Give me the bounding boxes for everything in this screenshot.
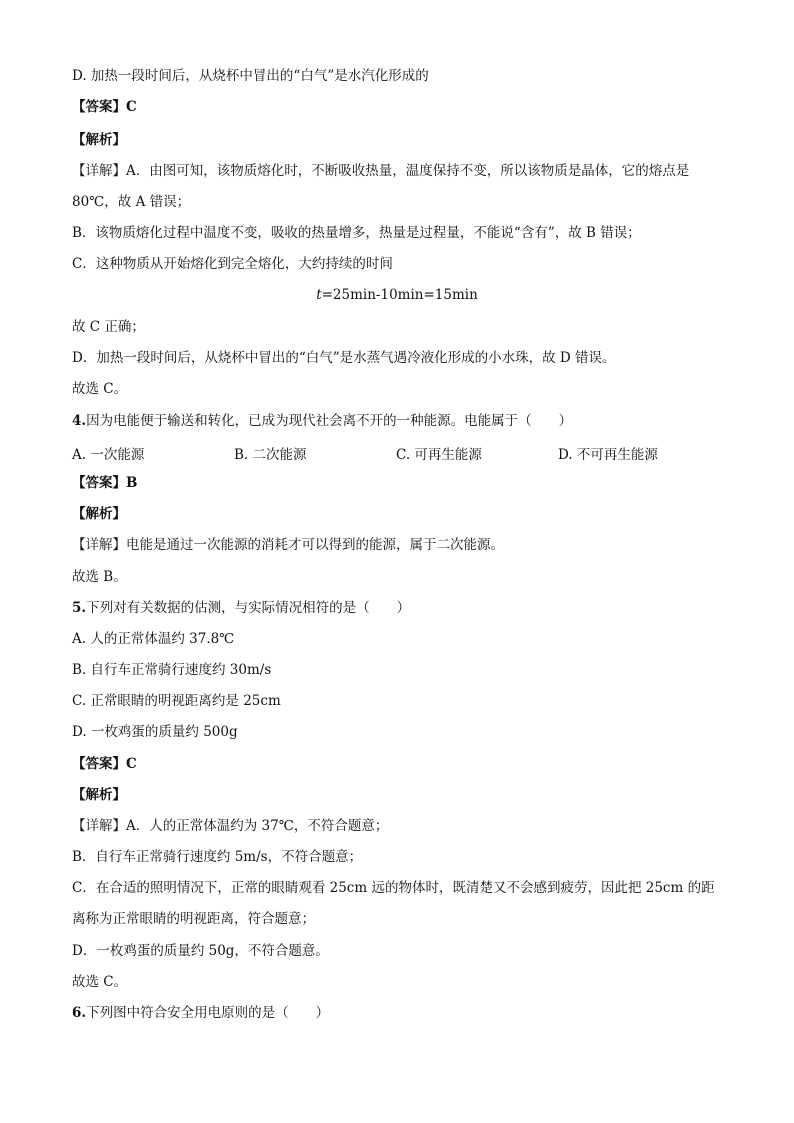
- q5-question: [72, 599, 410, 617]
- answer-label: 【答案】: [72, 756, 126, 772]
- q6-question: [72, 1004, 329, 1022]
- q4-analysis-label: 【解析】: [72, 506, 126, 522]
- q4-choose: 故选 B。: [72, 569, 127, 585]
- q5-detail-c: C．在合适的照明情况下，正常的眼睛观看 25cm 远的物体时，既清楚又不会感到疲劳，因此把 25cm 的距离称为正常眼睛的明视距离，符合题意；: [72, 880, 715, 927]
- question-number: 5.: [72, 600, 87, 616]
- q4-option-b: B. 二次能源: [234, 447, 307, 463]
- q4-answer: [72, 474, 137, 492]
- q4-question: [72, 412, 572, 430]
- q5-detail-b: B．自行车正常骑行速度约 5m/s，不符合题意；: [72, 849, 363, 865]
- q3-detail-c: C．这种物质从开始熔化到完全熔化，大约持续的时间: [72, 256, 393, 272]
- q5-detail-a: 【详解】A．人的正常体温约为 37℃，不符合题意；: [72, 818, 389, 834]
- q3-option-d: D. 加热一段时间后，从烧杯中冒出的“白气”是水汽化形成的: [72, 68, 429, 84]
- q3-formula: [0, 287, 794, 303]
- q3-detail-a-line1: 【详解】A．由图可知，该物质熔化时，不断吸收热量，温度保持不变，所以该物质是晶体，它的熔点是: [72, 163, 690, 179]
- q3-detail-b: B．该物质熔化过程中温度不变，吸收的热量增多，热量是过程量，不能说“含有”，故 B 错误；: [72, 225, 641, 241]
- question-text: 因为电能便于输送和转化，已成为现代社会离不开的一种能源。电能属于（ ）: [86, 413, 573, 429]
- q3-c-correct: 故 C 正确；: [72, 319, 145, 335]
- answer-value: C: [126, 756, 137, 772]
- q5-option-d: D. 一枚鸡蛋的质量约 500g: [72, 724, 238, 740]
- q3-choose: 故选 C。: [72, 381, 128, 397]
- question-number: 6.: [72, 1005, 87, 1021]
- question-text: 下列图中符合安全用电原则的是（ ）: [86, 1005, 330, 1021]
- question-number: 4.: [72, 413, 87, 429]
- answer-label: 【答案】: [72, 99, 126, 115]
- q5-answer: [72, 755, 137, 773]
- formula-expression: =25min-10min=15min: [321, 287, 478, 303]
- q3-detail-a-line2: 80℃，故 A 错误；: [72, 194, 191, 210]
- question-text: 下列对有关数据的估测，与实际情况相符的是（ ）: [86, 600, 411, 616]
- q5-choose: 故选 C。: [72, 974, 128, 990]
- q5-option-c: C. 正常眼睛的明视距离约是 25cm: [72, 693, 281, 709]
- answer-value: B: [126, 475, 138, 491]
- q4-option-d: D. 不可再生能源: [558, 447, 658, 463]
- q4-option-c: C. 可再生能源: [396, 447, 482, 463]
- answer-label: 【答案】: [72, 475, 126, 491]
- q3-detail-d: D．加热一段时间后，从烧杯中冒出的“白气”是水蒸气遇冷液化形成的小水珠，故 D 错误。: [72, 350, 616, 366]
- q5-option-a: A. 人的正常体温约 37.8℃: [72, 631, 235, 647]
- q5-analysis-label: 【解析】: [72, 787, 126, 803]
- q5-option-b: B. 自行车正常骑行速度约 30m/s: [72, 662, 272, 678]
- q4-detail: 【详解】电能是通过一次能源的消耗才可以得到的能源，属于二次能源。: [72, 537, 504, 553]
- q4-option-a: A. 一次能源: [72, 447, 145, 463]
- q3-analysis-label: 【解析】: [72, 132, 126, 148]
- q3-answer: [72, 98, 137, 116]
- formula-variable: t: [316, 287, 322, 303]
- q5-detail-d: D．一枚鸡蛋的质量约 50g，不符合题意。: [72, 943, 329, 959]
- answer-value: C: [126, 99, 137, 115]
